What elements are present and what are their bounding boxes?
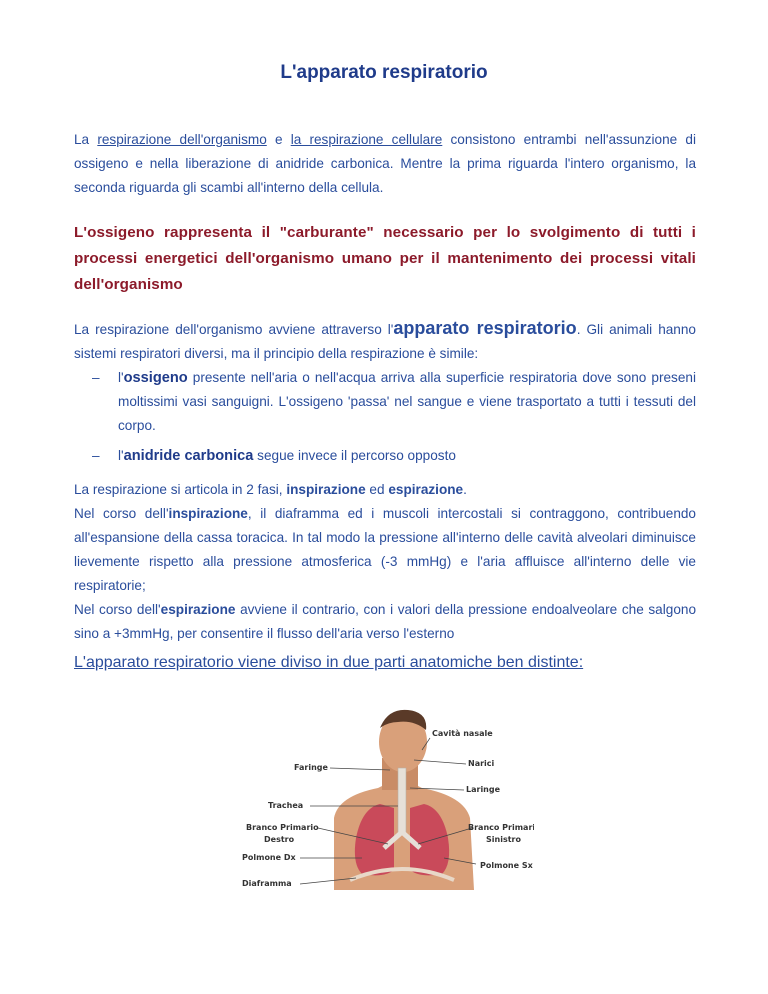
section-subheading: L'apparato respiratorio viene diviso in due parti anatomiche ben distinte: xyxy=(74,654,584,671)
phases-inspirazione: inspirazione xyxy=(286,482,366,497)
phases-text-1: La respirazione si articola in 2 fasi, xyxy=(74,482,287,497)
list-dash: – xyxy=(92,448,100,463)
lead-paragraph: L'ossigeno rappresenta il "carburante" necessario per lo svolgimento di tutti i processi energetici dell'organismo umano per il mantenimento dei processi vitali dell'organismo xyxy=(74,224,696,293)
page-title: L'apparato respiratorio xyxy=(280,62,488,83)
insp-term: inspirazione xyxy=(168,506,248,521)
label-diaframma: Diaframma xyxy=(242,879,292,888)
list-dash: – xyxy=(92,370,100,385)
list-term: anidride carbonica xyxy=(123,448,254,464)
list-item-ossigeno xyxy=(74,366,696,438)
anatomy-figure xyxy=(238,708,534,890)
phases-espirazione: espirazione xyxy=(388,482,464,497)
link-respirazione-organismo[interactable]: respirazione dell'organismo xyxy=(97,132,267,147)
esp-text-2: avviene il contrario, con i valori della pressione endoalveolare che salgono sino a +3mmHg, per consentire il flusso dell'aria verso l'esterno xyxy=(74,602,696,641)
label-bronco-sx-1: Branco Primario xyxy=(468,823,534,832)
apparato-text-2: . Gli animali hanno sistemi respiratori diversi, ma il principio della respirazione è simile: xyxy=(74,322,696,361)
label-laringe: Laringe xyxy=(466,785,501,794)
list-prefix: l' xyxy=(118,370,124,385)
label-bronco-dx-2: Destro xyxy=(264,835,295,844)
respiratory-system-illustration xyxy=(238,708,534,890)
label-cavita-nasale: Cavità nasale xyxy=(432,729,493,738)
list-text: segue invece il percorso opposto xyxy=(253,448,456,463)
phases-paragraph xyxy=(74,478,696,502)
esp-term: espirazione xyxy=(160,602,236,617)
insp-text-1: Nel corso dell' xyxy=(74,506,169,521)
inspirazione-paragraph xyxy=(74,502,696,598)
gas-list xyxy=(74,366,696,468)
phases-text-3: . xyxy=(463,482,467,497)
espirazione-paragraph xyxy=(74,598,696,646)
label-polmone-sx: Polmone Sx xyxy=(480,861,533,870)
intro-text-1: La xyxy=(74,132,98,147)
label-narici: Narici xyxy=(468,759,495,768)
apparato-highlight: apparato respiratorio xyxy=(393,318,577,338)
intro-text-2: e xyxy=(266,132,291,147)
intro-paragraph xyxy=(74,128,696,200)
apparato-paragraph xyxy=(74,316,696,366)
label-polmone-dx: Polmone Dx xyxy=(242,853,296,862)
list-term: ossigeno xyxy=(123,370,188,386)
apparato-text-1: La respirazione dell'organismo avviene attraverso l' xyxy=(74,322,394,337)
phases-text-2: ed xyxy=(365,482,389,497)
trachea-shape xyxy=(398,768,406,834)
link-respirazione-cellulare[interactable]: la respirazione cellulare xyxy=(290,132,443,147)
label-trachea: Trachea xyxy=(268,801,304,810)
list-item-anidride xyxy=(74,444,696,468)
label-bronco-dx-1: Branco Primario xyxy=(246,823,319,832)
label-faringe: Faringe xyxy=(294,763,328,772)
list-prefix: l' xyxy=(118,448,124,463)
label-bronco-sx-2: Sinistro xyxy=(486,835,521,844)
insp-text-2: , il diaframma ed i muscoli intercostali si contraggono, contribuendo all'espansione della cassa toracica. In tal modo la pressione all'interno delle cavità alveolari diminuisce lievemente rispetto alla pressione atmosferica (-3 mmHg) e l'aria affluisce all'interno delle vie respiratorie; xyxy=(74,506,696,593)
intro-text-3: consistono entrambi nell'assunzione di ossigeno e nella liberazione di anidride carbonica. Mentre la prima riguarda l'intero organismo, la seconda riguarda gli scambi all'interno della cellula. xyxy=(74,132,696,195)
list-text: presente nell'aria o nell'acqua arriva alla superficie respiratoria dove sono preseni moltissimi vasi sanguigni. L'ossigeno 'passa' nel sangue e viene trasportato a tutti i tessuti del corpo. xyxy=(118,370,696,433)
esp-text-1: Nel corso dell' xyxy=(74,602,161,617)
